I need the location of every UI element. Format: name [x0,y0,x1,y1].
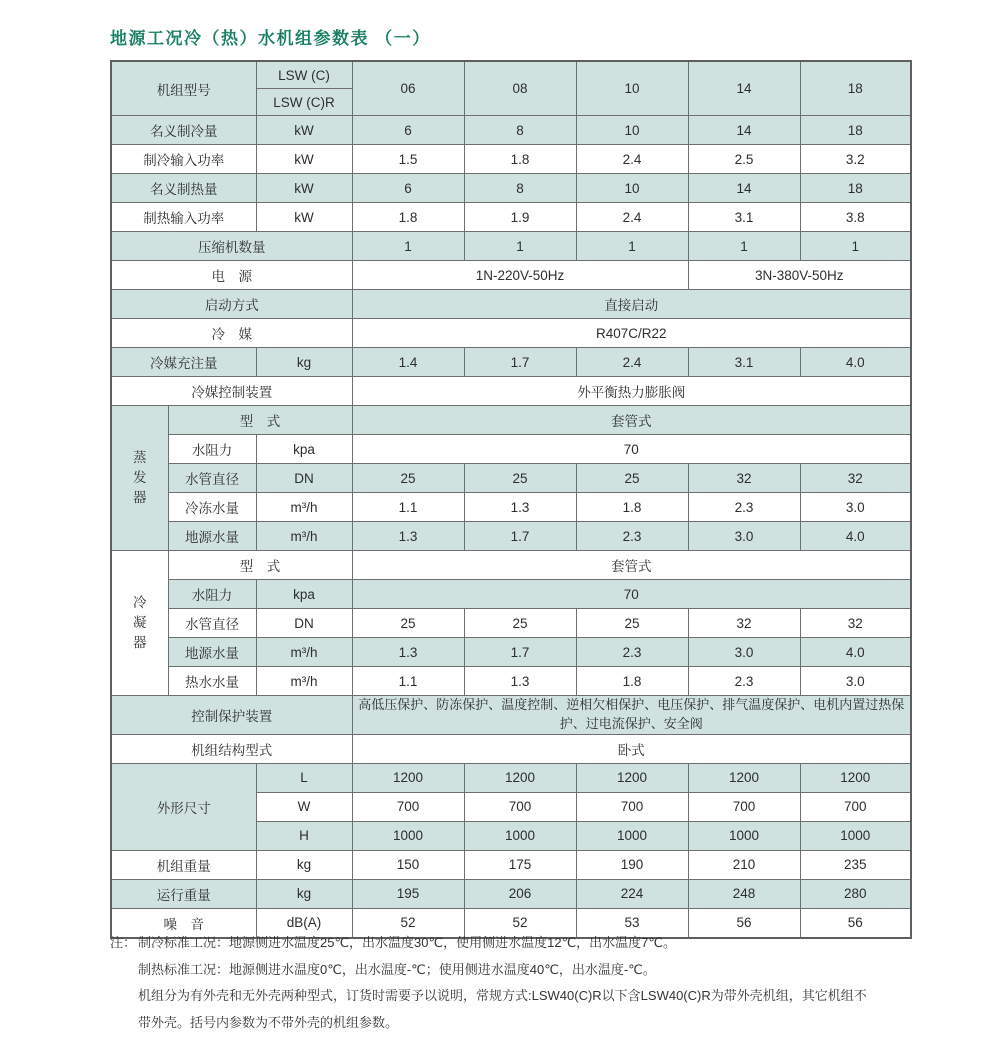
note-text: 制冷标准工况：地源侧进水温度25℃，出水温度30℃，使用侧进水温度12℃，出水温度7℃。 [138,935,677,950]
page-title: 地源工况冷（热）水机组参数表 （一） [110,29,431,48]
value-cell: 52 [352,908,464,938]
value-cell: 1.3 [464,667,576,696]
row-label: 电 源 [111,261,352,290]
row-label: 冷 媒 [111,319,352,348]
value-cell: 280 [800,879,911,908]
row-compressor-count [111,232,911,261]
value-cell: 1.3 [352,638,464,667]
value-cell: 700 [688,792,800,821]
value-cell: 700 [576,792,688,821]
value-cell: 1.4 [352,348,464,377]
unit-cell: kg [256,850,352,879]
value-cell: 1.7 [464,348,576,377]
value-cell: 1000 [688,821,800,850]
spec-table [110,60,912,939]
value-cell: 1000 [352,821,464,850]
value-cell: 235 [800,850,911,879]
condenser-group-text: 冷凝器 [132,594,147,651]
value-cell: 高低压保护、防冻保护、温度控制、逆相欠相保护、电压保护、排气温度保护、电机内置过热保护、过电流保护、安全阀 [352,696,911,735]
row-label: 启动方式 [111,290,352,319]
value-cell: 1.8 [576,493,688,522]
row-label: 冷冻水量 [168,493,256,522]
value-cell: 3.0 [800,667,911,696]
unit-cell: kg [256,348,352,377]
row-protection [111,696,911,735]
value-cell: 3.0 [688,522,800,551]
value-cell: 1.3 [464,493,576,522]
value-cell: 700 [464,792,576,821]
row-refrigerant [111,319,911,348]
model-label-cell: 机组型号 [111,61,256,116]
unit-cell: kpa [256,435,352,464]
row-label: 冷媒控制装置 [111,377,352,406]
note-text: 带外壳。括号内参数为不带外壳的机组参数。 [138,1014,399,1030]
value-cell: 150 [352,850,464,879]
value-cell: 1.8 [464,145,576,174]
value-cell: 1200 [688,763,800,792]
value-cell: 1200 [576,763,688,792]
row-evaporator-type [111,406,911,435]
value-cell: 10 [576,174,688,203]
model-cell: 06 [352,61,464,116]
unit-cell: m³/h [256,667,352,696]
value-cell: 2.4 [576,203,688,232]
dimension-axis: H [256,821,352,850]
value-cell: 70 [352,435,911,464]
value-cell: 32 [688,609,800,638]
row-label: 水阻力 [168,580,256,609]
row-label: 水阻力 [168,435,256,464]
value-cell: 70 [352,580,911,609]
value-cell: 700 [352,792,464,821]
value-cell: 外平衡热力膨胀阀 [352,377,911,406]
note-prefix: 注： [110,935,137,950]
value-cell: 1.1 [352,667,464,696]
series-cell: LSW (C)R [256,89,352,116]
value-cell: 2.3 [688,667,800,696]
dimension-axis: W [256,792,352,821]
row-label: 水管直径 [168,464,256,493]
value-cell: 2.3 [576,522,688,551]
value-cell: 700 [800,792,911,821]
value-cell: 18 [800,174,911,203]
row-power [111,261,911,290]
note-line [138,957,940,984]
value-cell: 1 [352,232,464,261]
value-cell: 206 [464,879,576,908]
row-structure-type [111,734,911,763]
unit-cell: DN [256,464,352,493]
value-cell: 3N-380V-50Hz [688,261,911,290]
row-dimension-l [111,763,911,792]
note-line [138,983,940,1010]
row-cooling-input [111,145,911,174]
value-cell: 195 [352,879,464,908]
unit-cell: kW [256,145,352,174]
value-cell: 1000 [576,821,688,850]
value-cell: 4.0 [800,348,911,377]
note-line [110,930,940,957]
value-cell: 1N-220V-50Hz [352,261,688,290]
dimension-axis: L [256,763,352,792]
row-label: 型 式 [168,406,352,435]
value-cell: 25 [576,464,688,493]
unit-cell: m³/h [256,493,352,522]
value-cell: 2.4 [576,348,688,377]
value-cell: 1200 [352,763,464,792]
unit-cell: kW [256,116,352,145]
value-cell: 2.3 [688,493,800,522]
row-evaporator-source-water [111,522,911,551]
value-cell: 32 [688,464,800,493]
value-cell: 1.9 [464,203,576,232]
header-row-1 [111,61,911,89]
unit-cell: m³/h [256,638,352,667]
row-label: 热水水量 [168,667,256,696]
value-cell: 1200 [800,763,911,792]
note-text: 机组分为有外壳和无外壳两种型式，订货时需要予以说明，常规方式:LSW40(C)R以下含LSW40(C)R为带外壳机组，其它机组不 [138,988,867,1003]
row-refrigerant-control [111,377,911,406]
row-label: 压缩机数量 [111,232,352,261]
row-condenser-type [111,551,911,580]
value-cell: 1 [800,232,911,261]
value-cell: 6 [352,116,464,145]
row-label: 名义制热量 [111,174,256,203]
value-cell: 4.0 [800,638,911,667]
value-cell: 2.5 [688,145,800,174]
model-cell: 10 [576,61,688,116]
value-cell: 18 [800,116,911,145]
row-label: 型 式 [168,551,352,580]
row-label: 冷媒充注量 [111,348,256,377]
value-cell: 6 [352,174,464,203]
value-cell: 1000 [464,821,576,850]
row-label: 机组重量 [111,850,256,879]
row-start-mode [111,290,911,319]
row-label: 地源水量 [168,638,256,667]
value-cell: 25 [464,464,576,493]
row-label: 机组结构型式 [111,734,352,763]
value-cell: 224 [576,879,688,908]
footnotes [110,930,940,1036]
value-cell: 1.5 [352,145,464,174]
model-cell: 18 [800,61,911,116]
value-cell: 53 [576,908,688,938]
row-running-weight [111,879,911,908]
value-cell: 25 [576,609,688,638]
value-cell: 25 [352,464,464,493]
value-cell: 175 [464,850,576,879]
unit-cell: kg [256,879,352,908]
unit-cell: kW [256,174,352,203]
value-cell: 190 [576,850,688,879]
evaporator-group-label [111,406,168,551]
row-condenser-hot-water [111,667,911,696]
value-cell: 直接启动 [352,290,911,319]
value-cell: R407C/R22 [352,319,911,348]
note-text: 制热标准工况：地源侧进水温度0℃，出水温度-℃；使用侧进水温度40℃，出水温度-℃。 [138,961,656,977]
value-cell: 25 [464,609,576,638]
value-cell: 3.8 [800,203,911,232]
row-label: 运行重量 [111,879,256,908]
row-heating-input [111,203,911,232]
note-line [138,1010,940,1037]
row-heating-capacity [111,174,911,203]
value-cell: 56 [688,908,800,938]
row-evaporator-chilled-water [111,493,911,522]
row-condenser-source-water [111,638,911,667]
row-label: 名义制冷量 [111,116,256,145]
value-cell: 1.8 [576,667,688,696]
value-cell: 210 [688,850,800,879]
value-cell: 8 [464,116,576,145]
unit-cell: kpa [256,580,352,609]
value-cell: 卧式 [352,734,911,763]
value-cell: 1.3 [352,522,464,551]
value-cell: 1.7 [464,638,576,667]
unit-cell: dB(A) [256,908,352,938]
model-cell: 14 [688,61,800,116]
row-refrigerant-charge [111,348,911,377]
value-cell: 25 [352,609,464,638]
unit-cell: m³/h [256,522,352,551]
value-cell: 10 [576,116,688,145]
row-condenser-pipe [111,609,911,638]
value-cell: 1.1 [352,493,464,522]
evaporator-group-text: 蒸发器 [132,449,147,506]
value-cell: 52 [464,908,576,938]
value-cell: 1200 [464,763,576,792]
value-cell: 2.4 [576,145,688,174]
value-cell: 1 [464,232,576,261]
value-cell: 套管式 [352,551,911,580]
value-cell: 1 [688,232,800,261]
value-cell: 56 [800,908,911,938]
unit-cell: kW [256,203,352,232]
value-cell: 3.0 [688,638,800,667]
unit-cell: DN [256,609,352,638]
value-cell: 4.0 [800,522,911,551]
row-evaporator-resistance [111,435,911,464]
value-cell: 3.0 [800,493,911,522]
value-cell: 32 [800,464,911,493]
value-cell: 14 [688,116,800,145]
value-cell: 248 [688,879,800,908]
row-label: 地源水量 [168,522,256,551]
row-label: 水管直径 [168,609,256,638]
series-cell: LSW (C) [256,61,352,89]
value-cell: 3.1 [688,203,800,232]
model-cell: 08 [464,61,576,116]
condenser-group-label [111,551,168,696]
row-condenser-resistance [111,580,911,609]
row-label: 噪 音 [111,908,256,938]
value-cell: 1 [576,232,688,261]
value-cell: 套管式 [352,406,911,435]
value-cell: 3.1 [688,348,800,377]
row-label: 制冷输入功率 [111,145,256,174]
value-cell: 14 [688,174,800,203]
value-cell: 2.3 [576,638,688,667]
value-cell: 32 [800,609,911,638]
row-evaporator-pipe [111,464,911,493]
value-cell: 3.2 [800,145,911,174]
row-unit-weight [111,850,911,879]
value-cell: 1000 [800,821,911,850]
row-cooling-capacity [111,116,911,145]
row-label: 控制保护装置 [111,696,352,735]
row-label: 制热输入功率 [111,203,256,232]
value-cell: 1.8 [352,203,464,232]
value-cell: 1.7 [464,522,576,551]
value-cell: 8 [464,174,576,203]
dimensions-group-label: 外形尺寸 [111,763,256,850]
